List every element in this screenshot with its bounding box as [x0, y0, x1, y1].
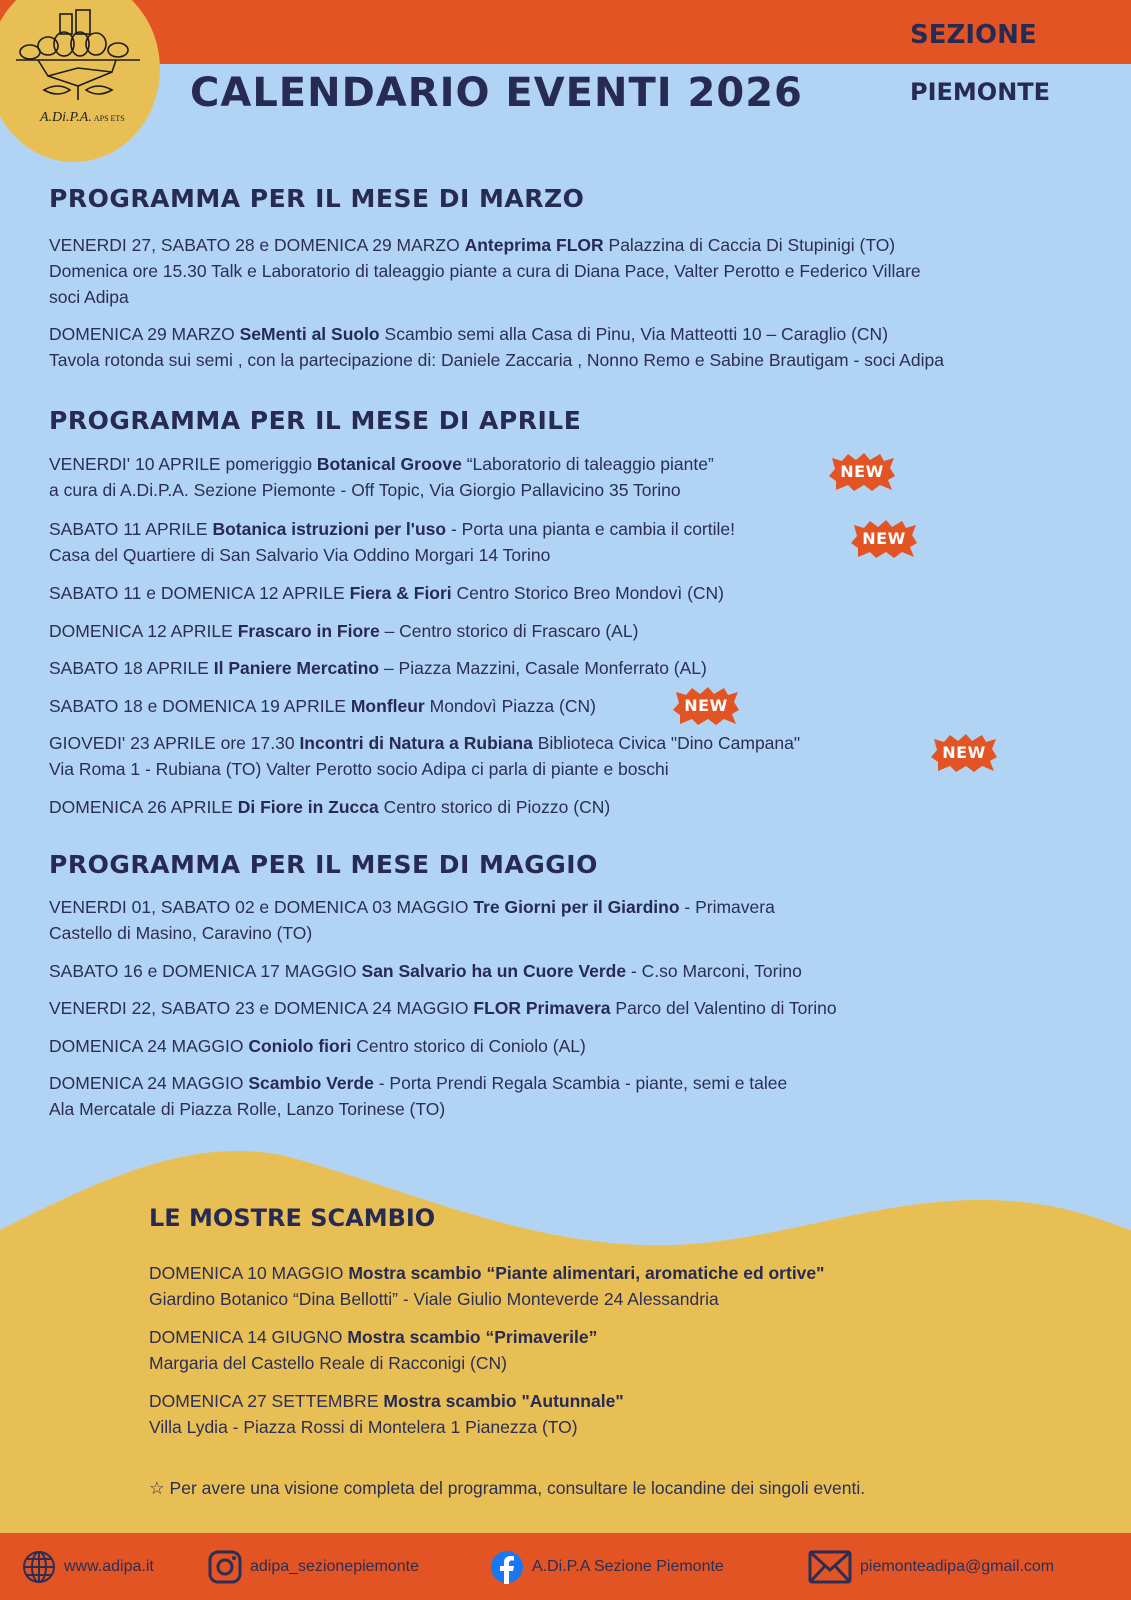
mostra-item: DOMENICA 10 MAGGIO Mostra scambio “Piante alimentari, aromatiche ed ortive" Giardino Botanico “Dina Bellotti” - Viale Giulio Monteverde 24 Alessandria: [149, 1263, 825, 1309]
section-label-sezione: SEZIONE: [910, 20, 1037, 50]
event-item: VENERDI 22, SABATO 23 e DOMENICA 24 MAGGIO FLOR Primavera Parco del Valentino di Torino: [49, 998, 837, 1018]
section-label-piemonte: PIEMONTE: [910, 78, 1051, 106]
email-link[interactable]: piemonteadipa@gmail.com: [860, 1557, 1055, 1575]
month-heading-maggio: PROGRAMMA PER IL MESE DI MAGGIO: [49, 850, 598, 879]
event-item: DOMENICA 26 APRILE Di Fiore in Zucca Centro storico di Piozzo (CN): [49, 797, 611, 817]
event-item: VENERDI 27, SABATO 28 e DOMENICA 29 MARZO Anteprima FLOR Palazzina di Caccia Di Stupinigi (TO) Domenica ore 15.30 Talk e Laboratorio di taleaggio piante a cura di Diana Pace, Valter Perotto e Federico Villare soci Adipa: [49, 235, 921, 307]
footer-instagram[interactable]: [208, 1533, 419, 1600]
event-item: VENERDI' 10 APRILE pomeriggio Botanical Groove “Laboratorio di taleaggio piante” a cura di A.Di.P.A. Sezione Piemonte - Off Topic, Via Giorgio Pallavicino 35 Torino: [49, 454, 714, 500]
month-heading-aprile: PROGRAMMA PER IL MESE DI APRILE: [49, 406, 582, 435]
website-link[interactable]: www.adipa.it: [64, 1557, 154, 1575]
event-item: DOMENICA 24 MAGGIO Coniolo fiori Centro storico di Coniolo (AL): [49, 1036, 586, 1056]
logo: [0, 0, 160, 162]
instagram-link[interactable]: adipa_sezionepiemonte: [250, 1557, 420, 1575]
footer: [0, 1533, 1131, 1600]
logo-illustration-icon: [8, 8, 148, 108]
page-title: CALENDARIO EVENTI 2026: [190, 70, 803, 116]
event-item: DOMENICA 29 MARZO SeMenti al Suolo Scambio semi alla Casa di Pinu, Via Matteotti 10 – Caraglio (CN) Tavola rotonda sui semi , con la partecipazione di: Daniele Zaccaria , Nonno Remo e Sabine Brautigam - soci Adipa: [49, 324, 944, 370]
facebook-link[interactable]: A.Di.P.A Sezione Piemonte: [532, 1557, 724, 1575]
event-item: SABATO 11 APRILE Botanica istruzioni per l'uso - Porta una pianta e cambia il cortile! Casa del Quartiere di San Salvario Via Oddino Morgari 14 Torino: [49, 519, 735, 565]
mostra-item: DOMENICA 14 GIUGNO Mostra scambio “Primaverile” Margaria del Castello Reale di Racconigi (CN): [149, 1327, 598, 1373]
event-item: SABATO 11 e DOMENICA 12 APRILE Fiera & Fiori Centro Storico Breo Mondovì (CN): [49, 583, 725, 603]
month-heading-marzo: PROGRAMMA PER IL MESE DI MARZO: [49, 184, 585, 213]
event-item: DOMENICA 12 APRILE Frascaro in Fiore – Centro storico di Frascaro (AL): [49, 621, 639, 641]
footer-website[interactable]: [22, 1533, 154, 1600]
new-badge: NEW: [850, 519, 918, 559]
event-item: SABATO 18 e DOMENICA 19 APRILE Monfleur Mondovì Piazza (CN): [49, 696, 596, 716]
logo-text: A.Di.P.A. APS ETS: [40, 110, 125, 125]
program-note: ☆ Per avere una visione completa del programma, consultare le locandine dei singoli eventi.: [149, 1478, 866, 1498]
event-item: SABATO 16 e DOMENICA 17 MAGGIO San Salvario ha un Cuore Verde - C.so Marconi, Torino: [49, 961, 802, 981]
new-badge: NEW: [828, 452, 896, 492]
instagram-icon: [208, 1550, 242, 1584]
globe-icon: [22, 1550, 56, 1584]
facebook-icon: [490, 1550, 524, 1584]
event-item: GIOVEDI' 23 APRILE ore 17.30 Incontri di Natura a Rubiana Biblioteca Civica "Dino Campana" Via Roma 1 - Rubiana (TO) Valter Perotto socio Adipa ci parla di piante e boschi: [49, 733, 801, 779]
event-item: VENERDI 01, SABATO 02 e DOMENICA 03 MAGGIO Tre Giorni per il Giardino - Primavera Castello di Masino, Caravino (TO): [49, 897, 775, 943]
footer-facebook[interactable]: [490, 1533, 724, 1600]
mostra-item: DOMENICA 27 SETTEMBRE Mostra scambio "Autunnale" Villa Lydia - Piazza Rossi di Montelera 1 Pianezza (TO): [149, 1391, 624, 1437]
new-badge: NEW: [672, 686, 740, 726]
event-item: DOMENICA 24 MAGGIO Scambio Verde - Porta Prendi Regala Scambia - piante, semi e talee Ala Mercatale di Piazza Rolle, Lanzo Torinese (TO): [49, 1073, 788, 1119]
mostre-heading: LE MOSTRE SCAMBIO: [149, 1204, 436, 1232]
footer-email[interactable]: [808, 1533, 1054, 1600]
mail-icon: [808, 1550, 852, 1584]
new-badge: NEW: [930, 733, 998, 773]
event-item: SABATO 18 APRILE Il Paniere Mercatino – Piazza Mazzini, Casale Monferrato (AL): [49, 658, 707, 678]
